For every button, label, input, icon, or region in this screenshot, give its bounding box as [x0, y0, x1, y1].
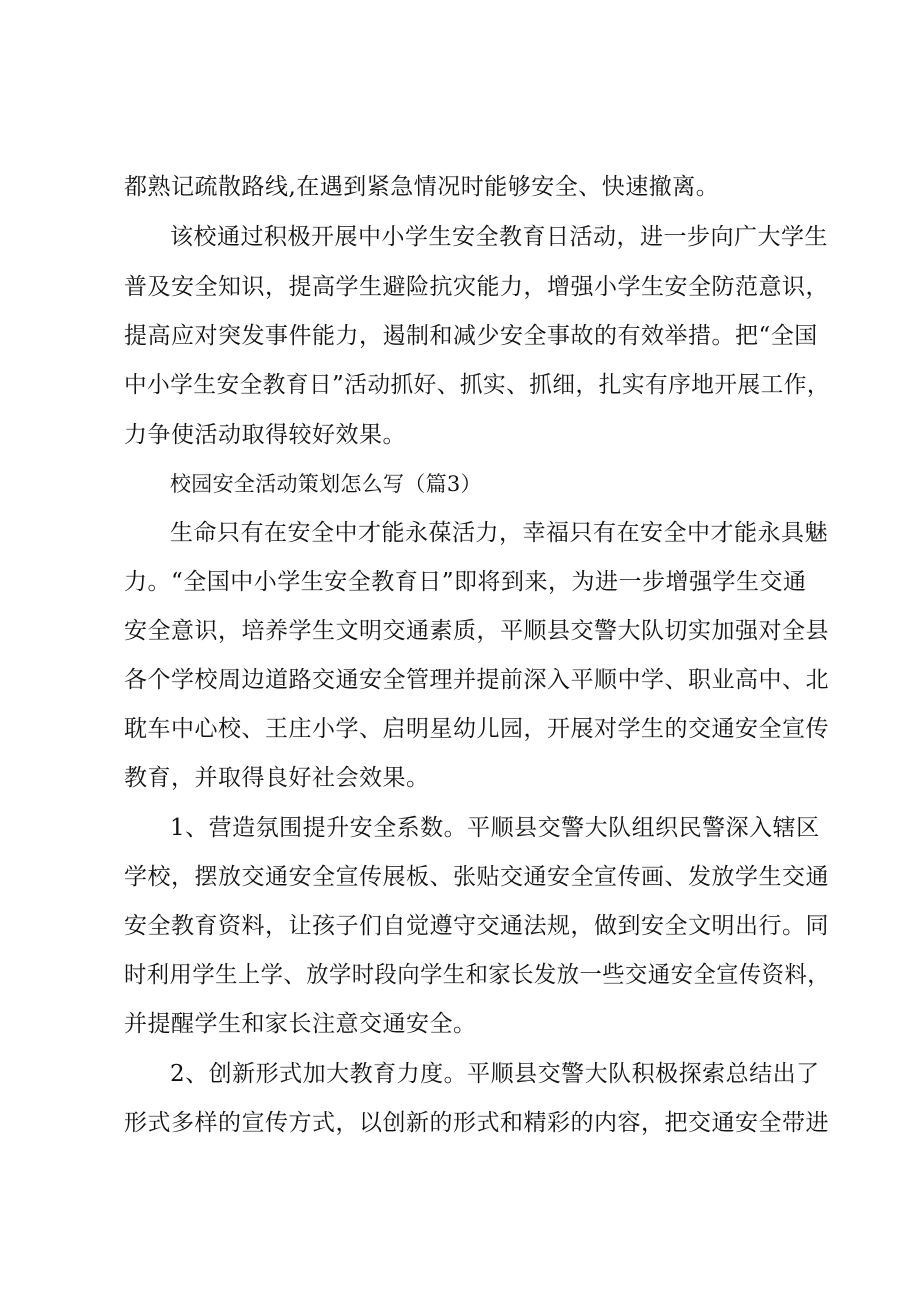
text-line — [0, 952, 920, 998]
text-line-content: 提高应对突发事件能力，遏制和减少安全事故的有效举措。把“全国 — [124, 323, 818, 349]
text-line-content: 教育，并取得良好社会效果。 — [124, 765, 430, 791]
text-line — [0, 903, 920, 949]
text-line-content: 形式多样的宣传方式，以创新的形式和精彩的内容，把交通安全带进 — [124, 1110, 829, 1136]
text-line — [0, 608, 920, 654]
text-line-content: 生命只有在安全中才能永葆活力，幸福只有在安全中才能永具魅 — [170, 520, 828, 546]
text-line-content: 力争使活动取得较好效果。 — [124, 422, 406, 448]
text-line — [0, 362, 920, 408]
text-line — [0, 313, 920, 359]
text-line-content: 普及安全知识，提高学生避险抗灾能力，增强小学生安全防范意识， — [124, 274, 829, 300]
text-line-content: 力。“全国中小学生安全教育日”即将到来，为进一步增强学生交通 — [124, 569, 807, 595]
text-line — [0, 706, 920, 752]
text-line-content: 安全意识，培养学生文明交通素质，平顺县交警大队切实加强对全县 — [124, 618, 829, 644]
text-line-content: 安全教育资料，让孩子们自觉遵守交通法规，做到安全文明出行。同 — [124, 913, 829, 939]
text-line-content: 1、营造氛围提升安全系数。平顺县交警大队组织民警深入辖区 — [170, 815, 820, 841]
text-line — [0, 805, 920, 851]
text-line-content: 时利用学生上学、放学时段向学生和家长发放一些交通安全宣传资料， — [124, 962, 830, 988]
text-line-content: 中小学生安全教育日”活动抓好、抓实、抓细，扎实有序地开展工作， — [124, 372, 830, 398]
text-line — [0, 1051, 920, 1097]
text-line — [0, 412, 920, 458]
text-line-content: 耽车中心校、王庄小学、启明星幼儿园，开展对学生的交通安全宣传 — [124, 716, 829, 742]
text-line-content: 2、创新形式加大教育力度。平顺县交警大队积极探索总结出了 — [170, 1061, 820, 1087]
text-line — [0, 854, 920, 900]
text-line — [0, 755, 920, 801]
text-line-content: 都熟记疏散路线,在遇到紧急情况时能够安全、快速撤离。 — [124, 174, 720, 200]
text-line-content: 该校通过积极开展中小学生安全教育日活动，进一步向广大学生 — [170, 224, 828, 250]
text-line — [0, 1100, 920, 1146]
text-line — [0, 164, 920, 210]
text-line — [0, 657, 920, 703]
text-line-content: 学校，摆放交通安全宣传展板、张贴交通安全宣传画、发放学生交通 — [124, 864, 829, 890]
text-line — [0, 214, 920, 260]
text-line — [0, 559, 920, 605]
text-line-content: 各个学校周边道路交通安全管理并提前深入平顺中学、职业高中、北 — [124, 667, 829, 693]
text-line-content: 并提醒学生和家长注意交通安全。 — [124, 1011, 477, 1037]
text-line — [0, 1001, 920, 1047]
text-line — [0, 264, 920, 310]
text-line — [0, 510, 920, 556]
section-heading-text: 校园安全活动策划怎么写（篇3） — [170, 472, 482, 496]
section-heading — [0, 461, 920, 507]
